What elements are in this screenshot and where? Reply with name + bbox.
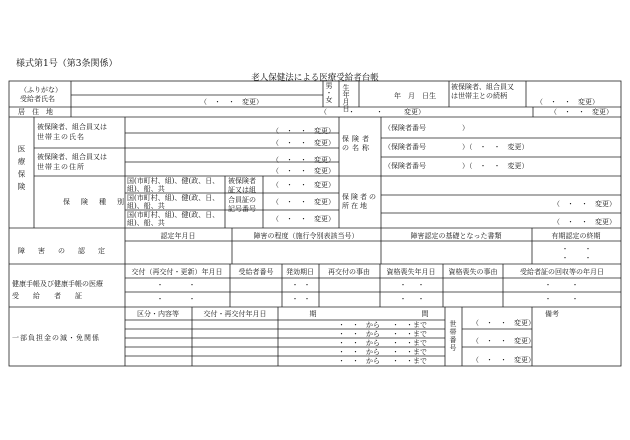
copay-period-to: ・ ・まで <box>392 330 427 338</box>
relationship-label-1: 被保険者、組合員又 <box>451 83 514 91</box>
name-change-marker: （ ・ ・ 変更） <box>200 98 263 106</box>
household-change-2: （ ・ ・ 変更） <box>472 337 535 345</box>
insurance-kind-option-3b: 組)、船、共 <box>127 219 165 227</box>
insurer-number-1-close: ） <box>462 124 469 132</box>
cert-dot: ・ <box>291 295 299 303</box>
birth-date-label: 生年月日 <box>342 84 350 112</box>
card-number-label-1: 被保険者 <box>228 177 256 185</box>
copay-header-period-2: 間 <box>421 310 429 318</box>
certificate-label-2: 受 給 者 証 <box>12 292 82 300</box>
relationship-label-2: は世帯主との続柄 <box>451 92 507 100</box>
insurer-number-3: （保険者番号 <box>384 162 426 170</box>
cert-dot: ・ <box>399 295 407 303</box>
remarks-label: 備考 <box>545 310 559 318</box>
insurer-address-change-2: （ ・ ・ 変更） <box>553 218 616 226</box>
copay-header-period-1: 期 <box>309 310 317 318</box>
cert-dot: ・ <box>156 295 164 303</box>
copay-period-from: ・ ・ から <box>338 339 380 347</box>
cert-dot: ・ <box>291 281 299 289</box>
copay-period-from: ・ ・ から <box>338 330 380 338</box>
copay-label: 一部負担金の減・免関係 <box>12 334 100 342</box>
residence-change-1: （ ・ ・ 変更） <box>320 108 425 116</box>
card-number-label-3: 合員証の <box>228 196 256 204</box>
holder-address-label-1: 被保険者、組合員又は <box>37 153 107 161</box>
insurer-number-2-change: ）（ ・ ・ 変更） <box>462 143 529 151</box>
furigana-label: （ふりがな） <box>20 86 62 94</box>
card-number-change-3: （ ・ ・ 変更） <box>272 215 335 223</box>
certificate-label-1: 健康手帳及び健康手帳の医療 <box>12 280 103 288</box>
form-title: 老人保健法による医療受給者台帳 <box>251 73 379 83</box>
copay-period-to: ・ ・まで <box>392 339 427 347</box>
form-number: 様式第1号（第3条関係） <box>16 59 118 69</box>
holder-name-change-2: （ ・ ・ 変更） <box>272 139 335 147</box>
cert-dot: ・ <box>188 281 196 289</box>
certificate-header-loss-reason: 資格喪失の事由 <box>448 268 498 276</box>
copay-period-to: ・ ・まで <box>392 357 427 365</box>
household-change-1: （ ・ ・ 変更） <box>472 319 535 327</box>
copay-header-issue: 交付・再交付年月日 <box>203 310 267 318</box>
disability-header-date: 認定年月日 <box>160 232 196 240</box>
cert-dot: ・ <box>544 281 552 289</box>
insurance-kind-option-2b: 組)、船、共 <box>127 202 165 210</box>
certificate-header-loss-date: 資格喪失年月日 <box>386 268 436 276</box>
disability-dot-1: ・ <box>561 245 569 253</box>
certificate-header-effective: 発効期日 <box>286 268 314 276</box>
household-change-3: （ ・ ・ 変更） <box>472 356 535 364</box>
insurer-number-1: （保険者番号 <box>384 124 426 132</box>
medical-insurance-label: 医療保険 <box>17 145 26 195</box>
insurance-kind-option-1b: 組)、船、共 <box>127 185 165 193</box>
holder-name-label-2: 世帯主の氏名 <box>37 133 85 141</box>
certificate-header-reissue: 再交付の事由 <box>328 268 370 276</box>
card-number-change-1: （ ・ ・ 変更） <box>272 181 335 189</box>
copay-period-to: ・ ・まで <box>392 321 427 329</box>
cert-dot: ・ <box>544 295 552 303</box>
insurer-number-2: （保険者番号 <box>384 143 426 151</box>
holder-address-label-2: 世帯主の住所 <box>37 163 85 171</box>
disability-dot-3: ・ <box>561 254 569 262</box>
insurance-kind-option-3[interactable]: 国(市町村、組)、健(政、日、 <box>127 211 220 219</box>
cert-dot: ・ <box>417 281 425 289</box>
card-number-label-4: 記号番号 <box>228 205 256 213</box>
sex-label: 男・女 <box>325 82 333 103</box>
residence-label: 居 住 地 <box>18 108 53 116</box>
insurer-address-label: 保険者の所在地 <box>342 193 378 210</box>
copay-period-from: ・ ・ から <box>338 321 380 329</box>
cert-dot: ・ <box>156 281 164 289</box>
cert-dot: ・ <box>571 295 579 303</box>
cert-dot: ・ <box>417 295 425 303</box>
insurer-name-label: 保険者の名称 <box>342 135 372 152</box>
relationship-change: （ ・ ・ 変更） <box>536 98 599 106</box>
holder-name-label-1: 被保険者、組合員又は <box>37 123 107 131</box>
copay-period-from: ・ ・ から <box>338 348 380 356</box>
insurer-address-change-1: （ ・ ・ 変更） <box>553 200 616 208</box>
insurer-number-3-change: ）（ ・ ・ 変更） <box>462 162 529 170</box>
residence-change-2: （ ・ ・ 変更） <box>550 108 613 116</box>
certificate-header-issue: 交付（再交付・更新）年月日 <box>131 268 223 276</box>
cert-dot: ・ <box>188 295 196 303</box>
cert-dot: ・ <box>303 281 311 289</box>
holder-address-change-2: （ ・ ・ 変更） <box>272 167 335 175</box>
certificate-header-collection: 受給者証の回収等の年月日 <box>520 268 604 276</box>
copay-period-to: ・ ・まで <box>392 348 427 356</box>
disability-dot-2: ・ <box>584 245 592 253</box>
cert-dot: ・ <box>571 281 579 289</box>
disability-label: 障 害 の 認 定 <box>18 247 108 255</box>
card-number-change-2: （ ・ ・ 変更） <box>272 198 335 206</box>
holder-name-change-1: （ ・ ・ 変更） <box>272 127 335 135</box>
holder-address-change-1: （ ・ ・ 変更） <box>272 156 335 164</box>
recipient-name-label: 受給者氏名 <box>20 95 55 103</box>
certificate-header-number: 受給者番号 <box>238 268 274 276</box>
disability-header-degree: 障害の程度（施行令別表該当号） <box>253 232 359 240</box>
disability-header-term: 有期認定の終期 <box>551 232 601 240</box>
insurance-kind-label: 保 険 種 別 <box>63 198 126 206</box>
cert-dot: ・ <box>399 281 407 289</box>
disability-header-basis: 障害認定の基礎となった書類 <box>410 232 502 240</box>
disability-dot-4: ・ <box>584 254 592 262</box>
insurance-kind-option-2[interactable]: 国(市町村、組)、健(政、日、 <box>127 194 220 202</box>
household-number-label: 世帯番号 <box>449 320 457 352</box>
birth-date-value[interactable]: 年 月 日生 <box>394 92 436 100</box>
copay-header-category: 区分・内容等 <box>137 310 179 318</box>
cert-dot: ・ <box>303 295 311 303</box>
copay-period-from: ・ ・ から <box>338 357 380 365</box>
insurance-kind-option-1[interactable]: 国(市町村、組)、健(政、日、 <box>127 177 220 185</box>
card-number-label-2: 証又は組 <box>228 186 256 194</box>
